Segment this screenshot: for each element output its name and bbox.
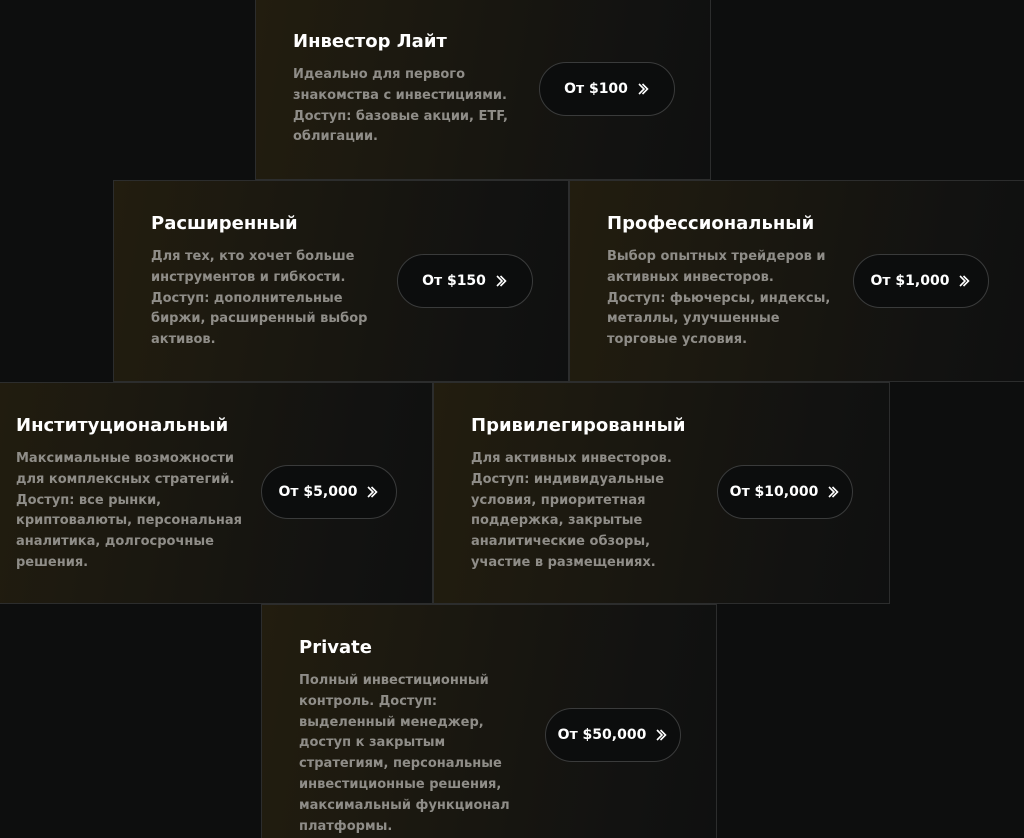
tier-card-institutional [0, 382, 433, 604]
tier-description: Для активных инвесторов. Доступ: индивидуальные условия, приоритетная поддержка, закрытые аналитические обзоры, участие в размещениях. [471, 451, 672, 570]
chevron-right-icon [636, 82, 650, 96]
tier-title: Private [299, 637, 372, 658]
tier-card-extended [113, 180, 569, 382]
tier-card-privileged [433, 382, 890, 604]
tier-description: Выбор опытных трейдеров и активных инвесторов. Доступ: фьючерсы, индексы, металлы, улучшенные торговые условия. [607, 249, 831, 348]
tier-price-button[interactable] [539, 62, 675, 116]
tier-description: Полный инвестиционный контроль. Доступ: выделенный менеджер, доступ к закрытым стратегиям, персональные инвестиционные решения, максимальный функционал платформы. [299, 673, 510, 834]
tier-title: Привилегированный [471, 415, 686, 436]
chevron-right-icon [494, 274, 508, 288]
price-label: От $5,000 [278, 484, 358, 500]
tier-title: Расширенный [151, 213, 298, 234]
tier-title: Институциональный [16, 415, 229, 436]
tier-price-button[interactable] [717, 465, 853, 519]
tier-card-investor-lite [255, 0, 711, 180]
tier-title: Инвестор Лайт [293, 31, 447, 52]
price-label: От $50,000 [557, 727, 647, 743]
tier-price-button[interactable] [545, 708, 681, 762]
tier-price-button[interactable] [853, 254, 989, 308]
price-label: От $150 [422, 273, 486, 289]
price-label: От $100 [564, 81, 628, 97]
tier-price-button[interactable] [261, 465, 397, 519]
tier-price-button[interactable] [397, 254, 533, 308]
tier-description: Максимальные возможности для комплексных стратегий. Доступ: все рынки, криптовалюты, персональная аналитика, долгосрочные решения. [16, 451, 242, 570]
tier-card-professional [569, 180, 1024, 382]
tier-card-private [261, 604, 717, 838]
chevron-right-icon [365, 485, 379, 499]
tier-title: Профессиональный [607, 213, 815, 234]
chevron-right-icon [826, 485, 840, 499]
price-label: От $10,000 [729, 484, 819, 500]
chevron-right-icon [957, 274, 971, 288]
price-label: От $1,000 [870, 273, 950, 289]
chevron-right-icon [654, 728, 668, 742]
tier-description: Идеально для первого знакомства с инвестициями. Доступ: базовые акции, ETF, облигации. [293, 67, 508, 145]
tier-description: Для тех, кто хочет больше инструментов и гибкости. Доступ: дополнительные биржи, расширенный выбор активов. [151, 249, 368, 348]
